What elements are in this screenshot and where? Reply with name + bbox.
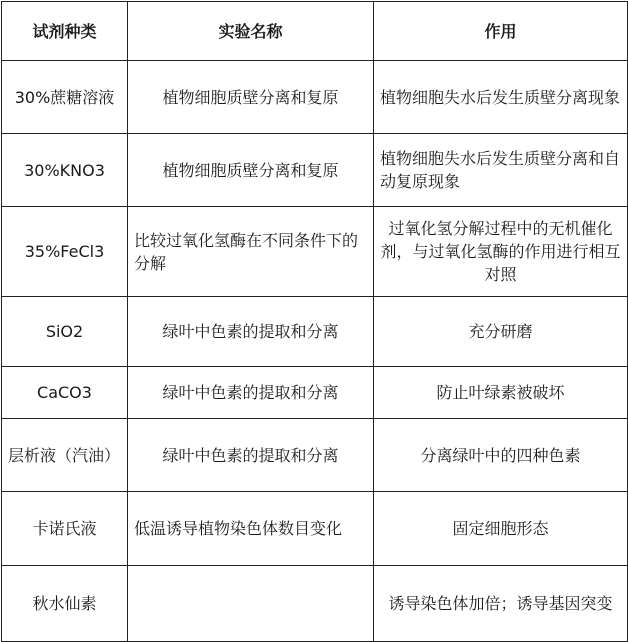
experiment-cell: 植物细胞质壁分离和复原 [128, 134, 374, 207]
table-row [2, 297, 628, 367]
reagent-cell: CaCO3 [2, 367, 128, 419]
table-row [2, 492, 628, 566]
reagent-cell: 卡诺氏液 [2, 492, 128, 566]
function-cell: 充分研磨 [374, 297, 628, 367]
experiment-cell: 低温诱导植物染色体数目变化 [128, 492, 374, 566]
table-row [2, 419, 628, 492]
table-row [2, 207, 628, 297]
header-experiment-name: 实验名称 [128, 2, 374, 61]
function-cell: 植物细胞失水后发生质壁分离和自动复原现象 [374, 134, 628, 207]
reagent-cell: 层析液（汽油） [2, 419, 128, 492]
function-cell: 诱导染色体加倍；诱导基因突变 [374, 566, 628, 642]
reagent-cell: 秋水仙素 [2, 566, 128, 642]
experiment-cell: 绿叶中色素的提取和分离 [128, 367, 374, 419]
experiment-cell [128, 566, 374, 642]
table-row [2, 566, 628, 642]
experiment-cell: 绿叶中色素的提取和分离 [128, 297, 374, 367]
function-cell: 植物细胞失水后发生质壁分离现象 [374, 61, 628, 134]
reagent-table [1, 1, 628, 642]
experiment-cell: 绿叶中色素的提取和分离 [128, 419, 374, 492]
header-reagent-type: 试剂种类 [2, 2, 128, 61]
reagent-cell: 30%KNO3 [2, 134, 128, 207]
table-row [2, 134, 628, 207]
function-cell: 过氧化氢分解过程中的无机催化剂，与过氧化氢酶的作用进行相互对照 [374, 207, 628, 297]
function-cell: 固定细胞形态 [374, 492, 628, 566]
table-row [2, 367, 628, 419]
reagent-cell: 30%蔗糖溶液 [2, 61, 128, 134]
reagent-cell: SiO2 [2, 297, 128, 367]
experiment-cell: 植物细胞质壁分离和复原 [128, 61, 374, 134]
table-row [2, 61, 628, 134]
function-cell: 防止叶绿素被破坏 [374, 367, 628, 419]
reagent-cell: 35%FeCl3 [2, 207, 128, 297]
experiment-cell: 比较过氧化氢酶在不同条件下的分解 [128, 207, 374, 297]
function-cell: 分离绿叶中的四种色素 [374, 419, 628, 492]
header-function: 作用 [374, 2, 628, 61]
header-row [2, 2, 628, 61]
